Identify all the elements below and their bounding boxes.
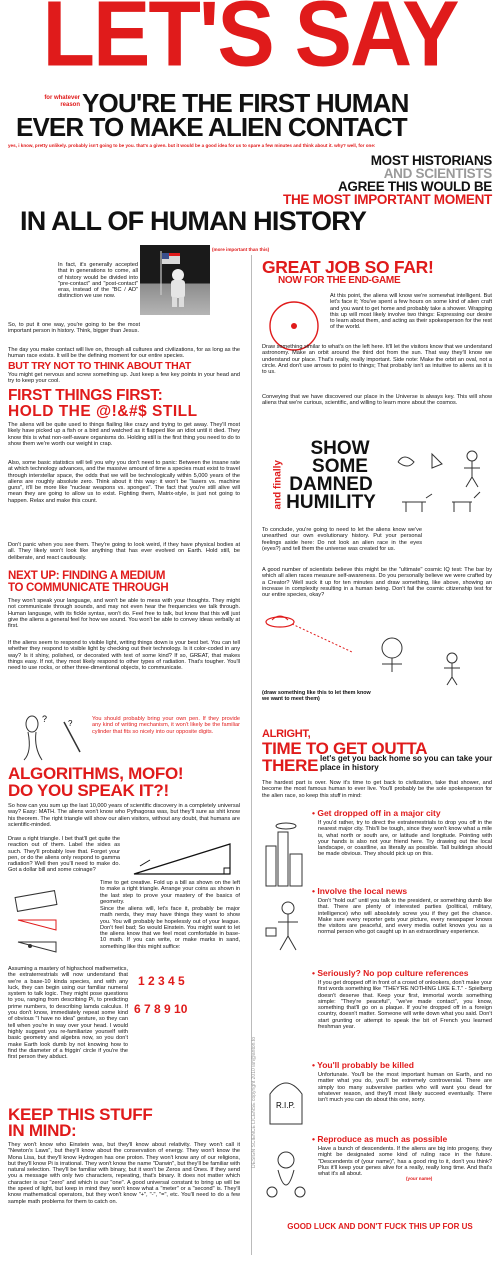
dollar-fold-sketch	[10, 890, 70, 960]
bullet-major-city-text: If you'd rather, try to direct the extraterrestrials to drop you off in the nearest major city. This'll be tough, since they won't know what a mile is, what north or south are, or latitude and longitude. Pointing with your hands is also not your friend here. Try drawing out the local landscape, or coastline, as literally as possible. Tall buildings should be made obvious. They should pick up on this.	[318, 820, 492, 858]
astronaut-icon	[140, 245, 210, 315]
gj-p3: Conveying that we have discovered our place in the Universe is always key. This will show aliens that we're curious, scientific, and willing to learn more about the cosmos.	[262, 394, 492, 407]
city-sketch	[262, 820, 310, 890]
there-heading: THERE	[262, 756, 319, 775]
good-luck: GOOD LUCK AND DON'T FUCK THIS UP FOR US	[287, 1222, 473, 1231]
vertical-credit: DESIGN SCIENCE LICENSE copyright 2010 ian@anton.to	[251, 1037, 257, 1168]
intro-p2: So, to put it one way, you're going to be the most important person in history. Think, bigger than Jesus.	[8, 322, 140, 335]
bullet-major-city: • Get dropped off in a major city	[312, 808, 441, 818]
svg-text:?: ?	[42, 714, 48, 724]
great-job-heading: GREAT JOB SO FAR!	[262, 257, 434, 277]
svg-text:?: ?	[68, 719, 73, 728]
humility-heading: HUMILITY	[286, 492, 376, 513]
bullet-local-news: • Involve the local news	[312, 886, 408, 896]
for-whatever-reason: for whatever reason	[44, 95, 80, 108]
title-line-1: YOU'RE THE FIRST HUMAN	[82, 88, 409, 118]
end-game-heading: NOW FOR THE END-GAME	[278, 275, 401, 286]
humility-p1: To conclude, you're going to need to let the aliens know we've unearthed our own evolutionary history. Put your personal feelings aside here: Do not look an alien race in the eyes (eyes?) and tell them the universe was created for us.	[262, 527, 422, 552]
first-things-p2: Also, some basic statistics will tell you why you don't need to panic: Between the insane rate at which technology advances, and the massive amount of time a species must exist to travel through interstellar space, the odds that we will be technologically within 5,000 years of the aliens are roughly absolute zero. Think about it this way: it won't be "lasers vs. machine guns", it'll be more like "nuclear weapons vs. sponges". The fact that you're still alive will mean they are going to allow us to exist. Fighting them, Matrix-style, is just not going to happen. Relax and make this count.	[8, 460, 240, 504]
bullet-killed-text: Unfortunate. You'll be the most important human on Earth, and no matter what you do, you'll be extremely controversial. There are simply too many subversive parties who will want you dead for whatever reason, and they'll most likely succeed eventually. There isn't much you can do about this one, sorry.	[318, 1072, 492, 1104]
ufo-sketch	[262, 612, 496, 692]
draw-note: (draw something like this to let them know we want to meet them)	[262, 690, 371, 703]
bullet-killed: • You'll probably be killed	[312, 1060, 414, 1070]
algo-p5: Assuming a mastery of highschool mathemetics, the extraterrestrials will now understand that we're a base-10 kinda species, and with any luck, they can begin using our familiar numeral system to talk logic. They might pose questions to you, ranging from describing Pi, to predicting prime numbers, to describing lamda calculus. If you don't know, immediately repeat some kind of obvious "I have no idea" gesture, so they can tell when you're in way over your head. I would highly suggest you re-familiarize yourself with basic geometry and algebra now, so you don't make Earth look dumb by not knowing how to find the diameter of a friggin' circle if you're the first person they abduct.	[8, 966, 129, 1061]
evolution-sketch	[392, 442, 496, 530]
next-up-p2: If the aliens seem to respond to visible light, writing things down is your best bet. You can tell whether they respond to visible light by checking out their technology. Is it color-coded in any way? Is it shiny, polished, or decorated with text of some kind? If so, GREAT, that makes things easy. If not, they most likely respond to other types of radiation. That's tougher. You'll need to use rocks, or other three-dimentional objects, to communicate.	[8, 640, 240, 672]
first-things-p1: The aliens will be quite used to things flailing like crazy and trying to get away. They'll most likely have picked up a fish or a bird and watched as it flapped like an idiot until it died. They know this is what non-self-aware organisms do. Holding still is the first thing you need to do to show them we're worth our weight in crap.	[8, 422, 240, 447]
alien-pen-sketch	[14, 712, 84, 762]
algorithms-heading: ALGORITHMS, MOFO!	[8, 764, 184, 783]
gravestone-icon	[262, 1074, 310, 1128]
base10-sketch	[130, 965, 240, 1023]
next-up-heading-1: NEXT UP: FINDING A MEDIUM	[8, 570, 166, 582]
triangle-diagram	[130, 840, 240, 878]
gj-p1: At this point, the aliens will know we're somewhat intelligent. But let's face it; You've spent a few hours on some kind of alien craft and you want to get home and probably take a shower. Wrapping this up will most likely involve two things: Expressing our desire to learn about them, and acting as their spokesperson for the rest of the world.	[330, 293, 492, 331]
humility-p2: A good number of scientists believe this might be the "ultimate" cosmic IQ test: The bar by which all alien races measure self-awareness. Do you personally believe we were crafted by a Creator? Well suck it up for ten minutes and draw something, like above, showing an increase in complexity resulting in a human being. Don't fail the cosmic citizenship test for our entire species, okay?	[262, 567, 492, 599]
title-line-2: EVER TO MAKE ALIEN CONTACT	[16, 112, 407, 142]
alright-p: The hardest part is over. Now it's time to get back to civilization, take that shower, and become the most famous human to ever live. You'll probably be the sole spokesperson for the alien race, so keep this stuff in mind:	[262, 780, 492, 799]
alien-with-pen-icon	[14, 712, 84, 762]
some-heading: SOME	[312, 456, 368, 477]
intro-p3: The day you make contact will live on, through all cultures and civilizations, for as long as the human race exists. It will be the defining moment for our entire species.	[8, 347, 240, 360]
next-up-heading-2: TO COMMUNICATE THROUGH	[8, 582, 169, 594]
folded-bill-icon	[10, 890, 70, 960]
bullet-reproduce-text: Have a bunch of descendents. If the aliens are big into progeny, they might be designated some kind of ruling race in the future. "Descendents of (your name)", has a good ring to it, don't you think? Plus it'll keep your genes alive for a really, really long time. And that's what it's all about.	[318, 1146, 492, 1178]
base10-row-2: 6 7 8 9 10	[134, 1002, 188, 1016]
alright-heading: ALRIGHT,	[262, 728, 311, 740]
in-mind-heading: IN MIND:	[8, 1121, 77, 1140]
hold-still-heading: HOLD THE @!&#$ STILL	[8, 403, 198, 420]
and-finally: and finally	[272, 460, 284, 510]
algo-p4: Since the aliens will, let's face it, probably be major math nerds, they may have things they want to show you. You will probably be hopelessly out of your league. Don't feel bad; So would Einstein. You might want to let the aliens know that we feel most comfortable in base-10 math. If you can write, or make marks in sand, something like this might suffice:	[100, 906, 240, 950]
base10-row-1: 1 2 3 4 5	[138, 974, 185, 988]
header-subline: yes, i know, pretty unlikely. probably isn't going to be you. that's a given. but it would be a good idea for us to spare a few minutes and think about it. why? well, for one:	[8, 143, 376, 148]
news-camera-icon	[262, 898, 310, 964]
ufo-meeting-icon	[262, 612, 496, 692]
most-historians: MOST HISTORIANS	[370, 153, 492, 168]
next-up-p1: They won't speak your language, and won't be able to mess with your thoughts. They might not communicate through sounds, and may not even hear the frequencies we talk through. Human language, with its fickle syntax, won't do. Feel free to talk, but know that this will just give the aliens a general feel for how we sound. You won't be able to convey ideas verbally at first.	[8, 598, 240, 630]
agree-this: AGREE THIS WOULD BE	[337, 179, 492, 194]
baby-sketch	[262, 1146, 310, 1210]
time-to-heading: TIME TO GET OUTTA	[262, 739, 428, 758]
keep-this-heading: KEEP THIS STUFF	[8, 1105, 153, 1124]
most-important-moment: THE MOST IMPORTANT MOMENT	[283, 192, 492, 207]
descendants-icon	[262, 1146, 310, 1210]
more-important-note: (more important than this)	[212, 247, 270, 252]
bullet-reproduce: • Reproduce as much as possible	[312, 1134, 448, 1144]
moon-landing-photo	[140, 245, 210, 315]
speak-it-heading: DO YOU SPEAK IT?!	[8, 781, 169, 800]
right-triangle-icon	[130, 840, 240, 878]
your-name-label: (your name)	[406, 1176, 433, 1181]
bullet-pop-culture: • Seriously? No pop culture references	[312, 968, 469, 978]
rip-text: R.I.P.	[276, 1101, 295, 1110]
bullet-pop-culture-text: If you get dropped off in front of a crowd of onlookers, don't make your first words something like "THEY'RE NOTHING LIKE E.T." - Spielberg doesn't deserve that. Keep your first, immortal words something simple: "They're peaceful", "we've made contact", you know, something that'll go on a plaque. If you're dropped off in a foreign country, doesn't matter. Someone will write down what you said. Don't start grunting or attempt to speak the bit of French you learned freshman year.	[318, 980, 492, 1031]
and-scientists: AND SCIENTISTS	[383, 166, 492, 181]
algo-p3: Time to get creative. Fold up a bill as shown on the left to make a right triangle. Arrange your coins as shown in the last step to prove your mastery of the basics of geometry.	[100, 880, 240, 905]
evolution-icon	[392, 442, 496, 530]
gj-p2: Draw something similar to what's on the left here. It'll let the visitors know that we understand astronomy. Make an orbit around the third dot from the sun. That way they'll know we understand our place. That's really, really important. Side note: Make the orbit an oval, not a circle. And don't use arrows to point to things; That probably isn't as intuitive to aliens as it is to us.	[262, 344, 492, 376]
first-things-p3: Don't panic when you see them. They're going to look weird, if they have physical bodies at all. They likely won't look like anything that has ever evolved on Earth. Hold still, be deliberate, and react cautiously.	[8, 542, 240, 561]
keep-p: They won't know who Einstein was, but they'll know about relativity. They won't call it "Newton's Laws", but they'll know about the conservation of energy. They won't know the Mona Lisa, but they'll know Hydrogen has one proton. They won't know any of our religions, but they'll know Pi is irrational. They won't know the name "Darwin", but they'll be familiar with natural selection. They'll be familiar with binary, but it won't be Zeros and Ones. If they send you a message with only two characters, repeating, that's binary. It does not matter which character is our "zero" and which is our "one". A good universal constant to bring up will be the speed of light, but keep in mind they won't know what a "meter" or a "second" is. They'll know mathematical operators, but they won't know "+", "-", "=", etc. You'll need to do a few sample math problems for them to catch on.	[8, 1142, 240, 1205]
pen-note: You should probably bring your own pen. If they provide any kind of writing mechanism, it won't likely be the familiar cylinder that fits so nicely into our opposite digits.	[92, 716, 240, 735]
in-all-of-human-history: IN ALL OF HUMAN HISTORY	[20, 206, 367, 236]
lets-get-home: let's get you back home so you can take your place in history	[320, 754, 493, 772]
lets-say-title: LET'S SAY	[42, 0, 458, 86]
damned-heading: DAMNED	[289, 474, 373, 495]
base10-marks-icon	[130, 965, 240, 1023]
first-things-heading: FIRST THINGS FIRST:	[8, 387, 163, 404]
grave-sketch	[262, 1074, 310, 1128]
intro-p1: In fact, it's generally accepted that in generations to come, all of history would be divided into "pre-contact" and "post-contact" eras, instead of the "BC / AD" distinction we use now.	[58, 262, 138, 300]
but-try-text: You might get nervous and screw something up. Just keep a few key points in your head and try to keep your cool.	[8, 372, 240, 385]
bullet-local-news-text: Don't "hold out" until you talk to the president, or something dumb like that. There are plenty of interested parties (political, military, intelligence) who will absolutely screw you if they get the chance. Make sure every reporter gets your picture, every newspaper knows the visitors are peaceful, and every media outlet knows you as a normal person who got caught up in an extraordinary experience.	[318, 898, 492, 936]
show-heading: SHOW	[310, 438, 370, 459]
algo-p2: Draw a right triangle. I bet that'll get quite the reaction out of them. Label the sides as such. They'll probably love that. Forget your pen, or do the aliens only respond to gamma radiation? Well then you'll need to make do. Got a dollar bill and some coinage?	[8, 836, 120, 874]
algo-p1: So how can you sum up the last 10,000 years of scientific discovery in a completely universal way? Easy: MATH. The aliens won't know who Pythagoras was, but they'll sure as shit know his theorem. The right triangle will show our alien visitors, without any doubt, that humans are scientific-minded.	[8, 803, 240, 828]
but-try-heading: BUT TRY NOT TO THINK ABOUT THAT	[8, 360, 191, 372]
news-sketch	[262, 898, 310, 964]
city-buildings-icon	[262, 820, 310, 890]
